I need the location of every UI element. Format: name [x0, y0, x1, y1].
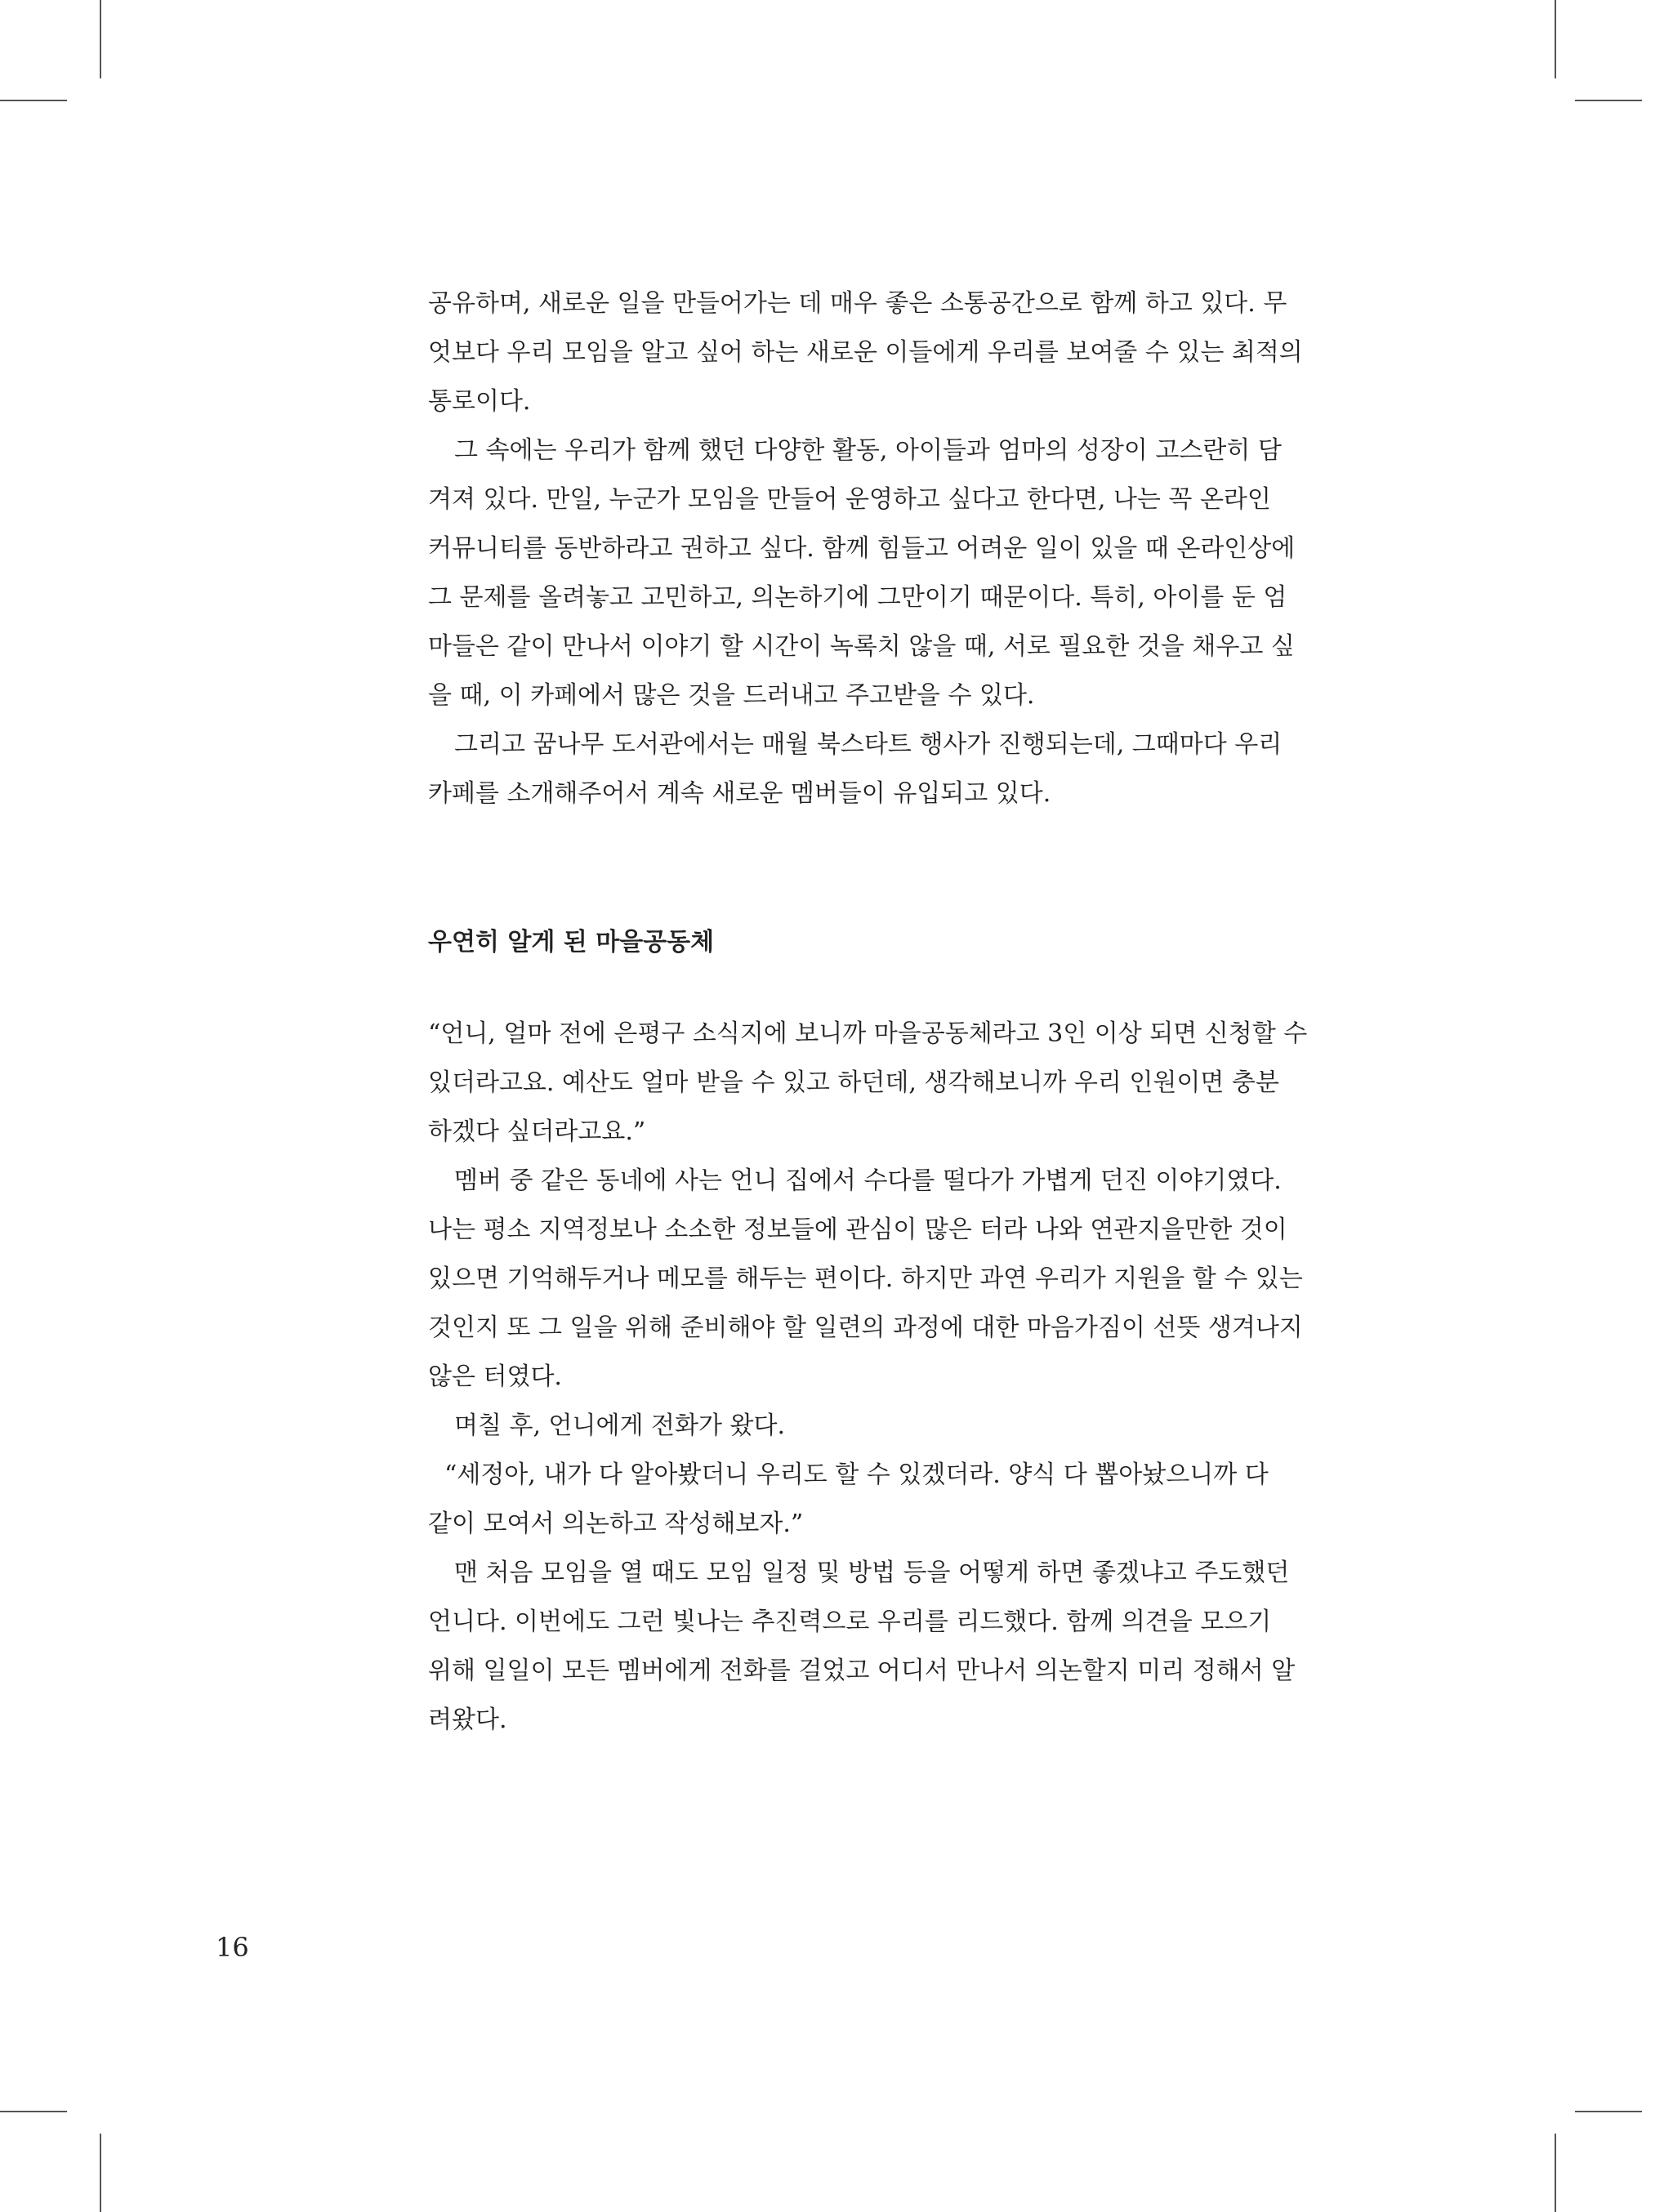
text-line: 않은 터였다.	[428, 1362, 562, 1391]
text-line: 그리고 꿈나무 도서관에서는 매월 북스타트 행사가 진행되는데, 그때마다 우리	[454, 730, 1283, 759]
text-line: 그 문제를 올려놓고 고민하고, 의논하기에 그만이기 때문이다. 특히, 아이를 둔 엄	[428, 583, 1287, 612]
crop-mark-bottom-left-vertical	[100, 2134, 101, 2212]
crop-mark-top-left-vertical	[100, 0, 101, 78]
crop-mark-bottom-right-horizontal	[1575, 2111, 1642, 2112]
text-line: 나는 평소 지역정보나 소소한 정보들에 관심이 많은 터라 나와 연관지을만한 것이	[428, 1215, 1287, 1244]
text-line: “세정아, 내가 다 알아봤더니 우리도 할 수 있겠더라. 양식 다 뽑아놨으니까 다	[444, 1461, 1269, 1489]
crop-mark-top-right-horizontal	[1575, 100, 1642, 101]
text-line: 마들은 같이 만나서 이야기 할 시간이 녹록치 않을 때, 서로 필요한 것을 채우고 싶	[428, 632, 1295, 661]
crop-mark-bottom-left-horizontal	[0, 2111, 67, 2112]
crop-mark-top-left-horizontal	[0, 100, 67, 101]
text-line: 을 때, 이 카페에서 많은 것을 드러내고 주고받을 수 있다.	[428, 681, 1035, 710]
text-line: 며칠 후, 언니에게 전화가 왔다.	[454, 1411, 785, 1440]
text-line: 엇보다 우리 모임을 알고 싶어 하는 새로운 이들에게 우리를 보여줄 수 있는 최적의	[428, 338, 1303, 367]
page-number: 16	[216, 1932, 249, 1963]
text-line: 공유하며, 새로운 일을 만들어가는 데 매우 좋은 소통공간으로 함께 하고 있다. 무	[428, 289, 1287, 318]
text-line: 있더라고요. 예산도 얼마 받을 수 있고 하던데, 생각해보니까 우리 인원이면 충분	[428, 1068, 1279, 1097]
text-line: 커뮤니티를 동반하라고 권하고 싶다. 함께 힘들고 어려운 일이 있을 때 온라인상에	[428, 534, 1296, 563]
text-line: 통로이다.	[428, 387, 531, 416]
text-line: 언니다. 이번에도 그런 빛나는 추진력으로 우리를 리드했다. 함께 의견을 모으기	[428, 1608, 1272, 1636]
text-line: 있으면 기억해두거나 메모를 해두는 편이다. 하지만 과연 우리가 지원을 할 수 있는	[428, 1264, 1303, 1293]
crop-mark-top-right-vertical	[1555, 0, 1556, 78]
text-line: 려왔다.	[428, 1706, 507, 1734]
body-text-section-1	[428, 279, 1327, 818]
body-text-section-2	[428, 1010, 1327, 1745]
section-heading: 우연히 알게 된 마을공동체	[428, 928, 715, 957]
crop-mark-bottom-right-vertical	[1555, 2134, 1556, 2212]
text-line: “언니, 얼마 전에 은평구 소식지에 보니까 마을공동체라고 3인 이상 되면 신청할 수	[428, 1019, 1308, 1048]
text-line: 멤버 중 같은 동네에 사는 언니 집에서 수다를 떨다가 가볍게 던진 이야기였다.	[454, 1166, 1282, 1195]
text-line: 카페를 소개해주어서 계속 새로운 멤버들이 유입되고 있다.	[428, 779, 1051, 808]
text-line: 겨져 있다. 만일, 누군가 모임을 만들어 운영하고 싶다고 한다면, 나는 꼭 온라인	[428, 485, 1271, 514]
text-line: 같이 모여서 의논하고 작성해보자.”	[428, 1510, 804, 1538]
text-line: 하겠다 싶더라고요.”	[428, 1117, 646, 1146]
text-line: 맨 처음 모임을 열 때도 모임 일정 및 방법 등을 어떻게 하면 좋겠냐고 주도했던	[454, 1559, 1290, 1587]
text-line: 것인지 또 그 일을 위해 준비해야 할 일련의 과정에 대한 마음가짐이 선뜻 생겨나지	[428, 1313, 1303, 1342]
text-line: 그 속에는 우리가 함께 했던 다양한 활동, 아이들과 엄마의 성장이 고스란히 담	[454, 436, 1282, 465]
text-line: 위해 일일이 모든 멤버에게 전화를 걸었고 어디서 만나서 의논할지 미리 정해서 알	[428, 1657, 1296, 1685]
